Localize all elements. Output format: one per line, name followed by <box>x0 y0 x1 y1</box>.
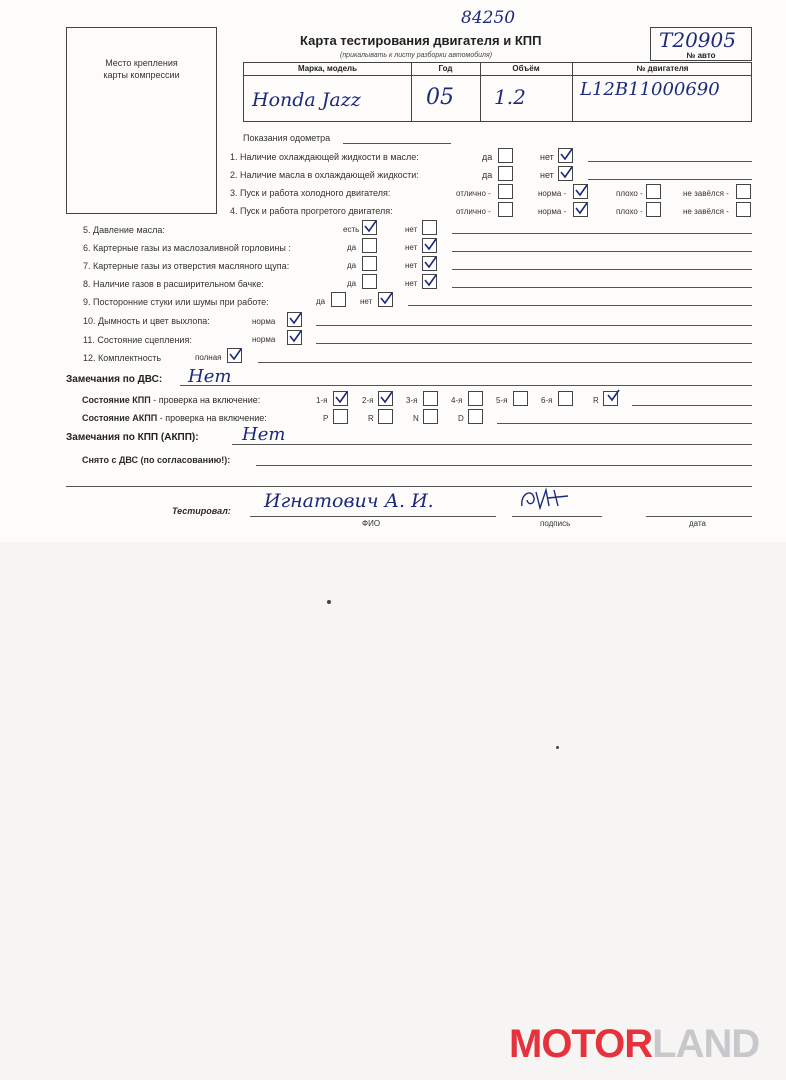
gear-6-label: 6-я <box>541 396 553 405</box>
checkmark-icon <box>607 389 620 402</box>
value-volume: 1.2 <box>494 85 526 109</box>
odometer-label: Показания одометра <box>243 133 331 143</box>
odometer-line <box>343 143 451 144</box>
row8-label: 8. Наличие газов в расширительном бачке: <box>83 279 264 289</box>
row4-opt-normal: норма - <box>538 207 567 216</box>
akpp-p-checkbox[interactable] <box>333 409 348 424</box>
row2-opt-yes: да <box>482 170 493 180</box>
avto-number-box <box>650 27 752 61</box>
signature-image <box>518 484 572 514</box>
checkmark-icon <box>560 166 573 179</box>
akpp-d-checkbox[interactable] <box>468 409 483 424</box>
row5-opt-no: нет <box>405 225 418 234</box>
row1-opt-yes: да <box>482 152 493 162</box>
removed-line-2 <box>66 486 752 487</box>
removed-label: Снято с ДВС (по согласованию!): <box>82 455 231 465</box>
row6-opt-yes: да <box>347 243 357 252</box>
photo-box-label-2: карты компрессии <box>103 70 180 80</box>
row8-yes-checkbox[interactable] <box>362 274 377 289</box>
gear-2-label: 2-я <box>362 396 374 405</box>
tested-label: Тестировал: <box>172 506 231 516</box>
checkmark-icon <box>380 292 393 305</box>
gear-5-checkbox[interactable] <box>513 391 528 406</box>
row4-no-start-checkbox[interactable] <box>736 202 751 217</box>
kpp-state-suffix: - проверка на включение: <box>153 395 261 405</box>
signature-line <box>512 516 602 517</box>
akpp-n-label: N <box>413 414 419 423</box>
akpp-n-checkbox[interactable] <box>423 409 438 424</box>
checkmark-icon <box>575 184 588 197</box>
tester-line <box>250 516 496 517</box>
row4-opt-excellent: отлично - <box>456 207 491 216</box>
row6-label: 6. Картерные газы из маслозаливной горловины : <box>83 243 291 253</box>
row2-line <box>588 179 752 180</box>
row2-label: 2. Наличие масла в охлаждающей жидкости: <box>230 170 419 180</box>
row2-yes-checkbox[interactable] <box>498 166 513 181</box>
paper-speck <box>556 746 559 749</box>
checkmark-icon <box>424 256 437 269</box>
date-label: дата <box>689 519 706 528</box>
row5-line <box>452 233 752 234</box>
row7-line <box>452 269 752 270</box>
col-make-model: Марка, модель <box>297 64 358 73</box>
gear-3-label: 3-я <box>406 396 418 405</box>
akpp-state-suffix: - проверка на включение: <box>159 413 267 423</box>
gear-4-label: 4-я <box>451 396 463 405</box>
logo-part-motor: MOTOR <box>509 1022 653 1066</box>
value-make-model: Honda Jazz <box>252 89 361 111</box>
row6-line <box>452 251 752 252</box>
row6-opt-no: нет <box>405 243 418 252</box>
row8-opt-no: нет <box>405 279 418 288</box>
kpp-remarks-line <box>232 444 752 445</box>
checkmark-icon <box>560 148 573 161</box>
gear-6-checkbox[interactable] <box>558 391 573 406</box>
avto-label: № авто <box>686 51 716 60</box>
checkmark-icon <box>289 330 302 343</box>
kpp-state <box>82 395 260 405</box>
logo-part-land: LAND <box>652 1022 760 1066</box>
value-year: 05 <box>426 85 454 110</box>
gear-5-label: 5-я <box>496 396 508 405</box>
row1-line <box>588 161 752 162</box>
row1-opt-no: нет <box>540 152 554 162</box>
kpp-remarks-value: Нет <box>242 424 286 445</box>
background-page <box>0 542 786 1080</box>
row4-bad-checkbox[interactable] <box>646 202 661 217</box>
row3-no-start-checkbox[interactable] <box>736 184 751 199</box>
col-year: Год <box>438 64 453 73</box>
checkmark-icon <box>289 312 302 325</box>
row8-line <box>452 287 752 288</box>
tester-name: Игнатович А. И. <box>264 490 434 512</box>
gear-3-checkbox[interactable] <box>423 391 438 406</box>
avto-number: T20905 <box>659 28 736 52</box>
row3-label: 3. Пуск и работа холодного двигателя: <box>230 188 391 198</box>
row3-opt-bad: плохо - <box>616 189 643 198</box>
row3-opt-excellent: отлично - <box>456 189 491 198</box>
akpp-r-checkbox[interactable] <box>378 409 393 424</box>
row3-opt-no-start: не завёлся - <box>683 189 729 198</box>
row7-opt-yes: да <box>347 261 357 270</box>
row9-yes-checkbox[interactable] <box>331 292 346 307</box>
row9-label: 9. Посторонние стуки или шумы при работе: <box>83 297 269 307</box>
page-subtitle: (прикалывать к листу разборки автомобиля) <box>340 52 493 59</box>
akpp-r-label: R <box>368 414 374 423</box>
row10-line <box>316 325 752 326</box>
kpp-state-line <box>632 405 752 406</box>
dvs-remarks-label: Замечания по ДВС: <box>66 374 163 385</box>
dvs-remarks-line <box>180 385 752 386</box>
compression-card-box <box>66 27 217 214</box>
checkmark-icon <box>335 391 348 404</box>
row7-opt-no: нет <box>405 261 418 270</box>
row6-yes-checkbox[interactable] <box>362 238 377 253</box>
paper-speck <box>327 600 331 604</box>
row3-opt-normal: норма - <box>538 189 567 198</box>
row7-yes-checkbox[interactable] <box>362 256 377 271</box>
row10-opt-normal: норма <box>252 317 276 326</box>
checkmark-icon <box>424 274 437 287</box>
row12-opt-full: полная <box>195 353 222 362</box>
checkmark-icon <box>575 202 588 215</box>
row1-yes-checkbox[interactable] <box>498 148 513 163</box>
col-volume: Объём <box>512 64 540 73</box>
row5-no-checkbox[interactable] <box>422 220 437 235</box>
akpp-d-label: D <box>458 414 464 423</box>
row5-label: 5. Давление масла: <box>83 225 165 235</box>
row3-bad-checkbox[interactable] <box>646 184 661 199</box>
akpp-state <box>82 413 267 423</box>
row12-label: 12. Комплектность <box>83 353 162 363</box>
kpp-state-label: Состояние КПП <box>82 395 151 405</box>
dvs-remarks-value: Нет <box>188 366 232 387</box>
row5-opt-yes: есть <box>343 225 360 234</box>
value-engine-number: L12B11000690 <box>580 79 720 100</box>
row2-opt-no: нет <box>540 170 554 180</box>
removed-line <box>256 465 752 466</box>
fio-label: ФИО <box>362 519 381 528</box>
row11-label: 11. Состояние сцепления: <box>83 335 192 345</box>
akpp-state-line <box>497 423 752 424</box>
row9-opt-yes: да <box>316 297 326 306</box>
signature-label: подпись <box>540 519 571 528</box>
row12-line <box>258 362 752 363</box>
gear-1-label: 1-я <box>316 396 328 405</box>
vehicle-header-table <box>243 62 752 122</box>
page-title: Карта тестирования двигателя и КПП <box>300 33 542 48</box>
gear-4-checkbox[interactable] <box>468 391 483 406</box>
row1-label: 1. Наличие охлаждающей жидкости в масле: <box>230 152 419 162</box>
row9-opt-no: нет <box>360 297 373 306</box>
row11-line <box>316 343 752 344</box>
photo-box-label-1: Место крепления <box>105 58 178 68</box>
row8-opt-yes: да <box>347 279 357 288</box>
motorland-logo <box>509 1022 759 1067</box>
handwritten-number: 84250 <box>461 8 516 28</box>
row4-opt-bad: плохо - <box>616 207 643 216</box>
kpp-remarks-label: Замечания по КПП (АКПП): <box>66 432 199 443</box>
gear-r-label: R <box>593 396 599 405</box>
akpp-p-label: P <box>323 414 329 423</box>
date-line <box>646 516 752 517</box>
row9-line <box>408 305 752 306</box>
checkmark-icon <box>229 348 242 361</box>
row3-excellent-checkbox[interactable] <box>498 184 513 199</box>
row4-opt-no-start: не завёлся - <box>683 207 729 216</box>
row10-label: 10. Дымность и цвет выхлопа: <box>83 316 210 326</box>
checkmark-icon <box>364 220 377 233</box>
checkmark-icon <box>424 238 437 251</box>
row4-label: 4. Пуск и работа прогретого двигателя: <box>230 206 393 216</box>
checkmark-icon <box>380 391 393 404</box>
col-engine-number: № двигателя <box>636 64 689 73</box>
akpp-state-label: Состояние АКПП <box>82 413 158 423</box>
row4-excellent-checkbox[interactable] <box>498 202 513 217</box>
row7-label: 7. Картерные газы из отверстия масляного щупа: <box>83 261 290 271</box>
row11-opt-normal: норма <box>252 335 276 344</box>
